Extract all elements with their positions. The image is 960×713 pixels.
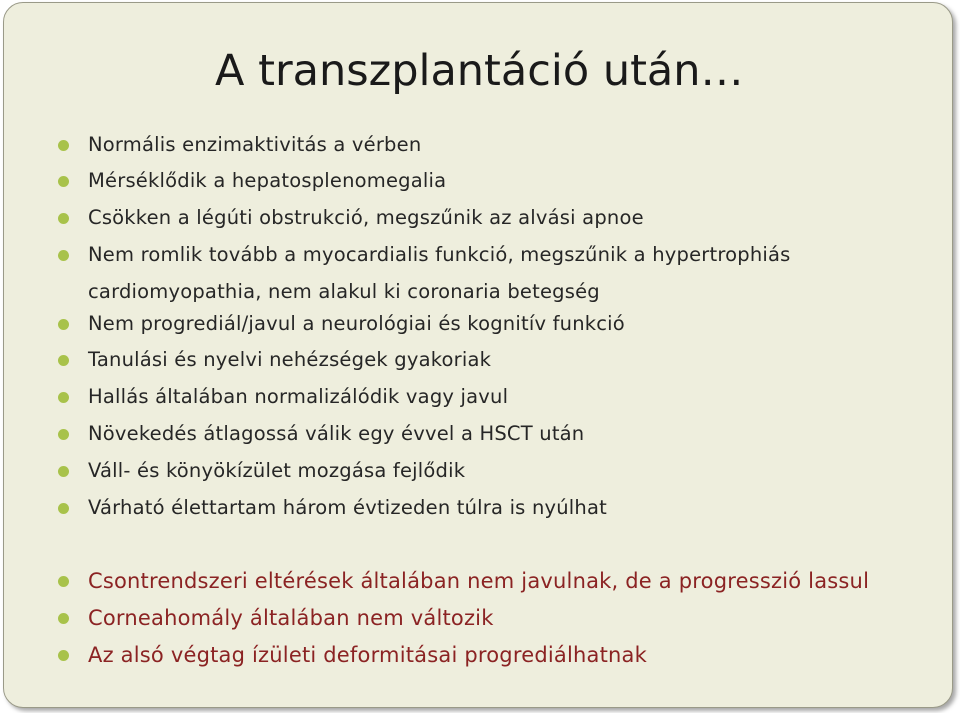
bullet-dot-icon (58, 319, 69, 330)
highlighted-list-item (88, 600, 908, 637)
list-item-text: Várható élettartam három évtizeden túlra is nyúlhat (88, 496, 607, 519)
list-item (88, 379, 908, 416)
list-item (88, 416, 908, 453)
list-item (88, 200, 908, 237)
list-item (88, 342, 908, 379)
bullet-dot-icon (58, 576, 69, 587)
list-item-text: Hallás általában normalizálódik vagy javul (88, 385, 509, 408)
list-item-text: Nem romlik tovább a myocardialis funkció, megszűnik a hypertrophiás (88, 243, 791, 266)
bullet-dot-icon (58, 355, 69, 366)
bullet-dot-icon (58, 650, 69, 661)
highlighted-list-item (88, 637, 908, 674)
list-item-text: Az alsó végtag ízületi deformitásai progrediálhatnak (88, 643, 647, 667)
slide-title: A transzplantáció után… (215, 46, 744, 96)
list-item-text: Mérséklődik a hepatosplenomegalia (88, 169, 447, 192)
bullet-dot-icon (58, 613, 69, 624)
bullet-dot-icon (58, 392, 69, 403)
bullet-dot-icon (58, 503, 69, 514)
list-item (88, 306, 908, 343)
list-item-text: Csontrendszeri eltérések általában nem javulnak, de a progresszió lassul (88, 569, 870, 593)
list-item-text: Corneahomály általában nem változik (88, 606, 494, 630)
bullet-dot-icon (58, 429, 69, 440)
list-item-text: Növekedés átlagossá válik egy évvel a HSCT után (88, 422, 585, 445)
list-item-text: Nem progrediál/javul a neurológiai és kognitív funkció (88, 312, 625, 335)
highlighted-list-item (88, 563, 908, 600)
bullet-dot-icon (58, 250, 69, 261)
bullet-dot-icon (58, 176, 69, 187)
slide (3, 2, 953, 708)
bullet-dot-icon (58, 140, 69, 151)
list-item-text: Tanulási és nyelvi nehézségek gyakoriak (88, 348, 492, 371)
list-item-text-continued: cardiomyopathia, nem alakul ki coronaria betegség (88, 279, 600, 303)
list-item (88, 490, 908, 527)
list-item (88, 237, 908, 310)
list-item-text: Váll- és könyökízület mozgása fejlődik (88, 459, 466, 482)
list-item (88, 163, 908, 200)
list-item-text: Normális enzimaktivitás a vérben (88, 133, 422, 156)
list-item-text: Csökken a légúti obstrukció, megszűnik az alvási apnoe (88, 206, 644, 229)
list-item (88, 453, 908, 490)
bullet-dot-icon (58, 213, 69, 224)
bullet-dot-icon (58, 466, 69, 477)
list-item (88, 127, 908, 164)
